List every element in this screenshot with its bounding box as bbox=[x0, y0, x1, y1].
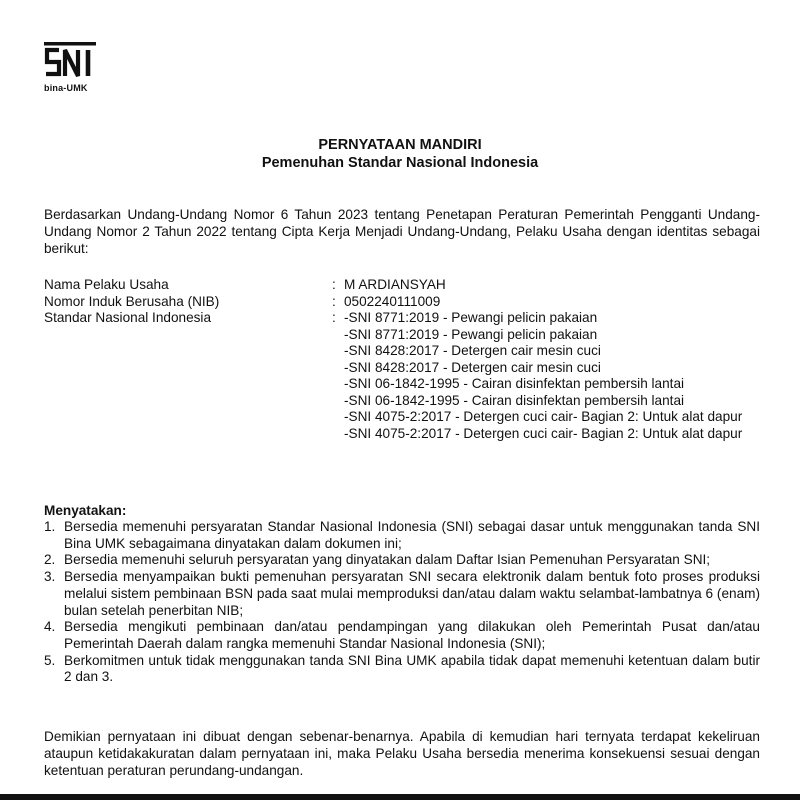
standard-item: -SNI 06-1842-1995 - Cairan disinfektan pembersih lantai bbox=[344, 392, 685, 408]
declaration-item bbox=[44, 552, 760, 569]
field-label-nib: Nomor Induk Berusaha (NIB) bbox=[44, 293, 220, 309]
declaration-number: 1. bbox=[44, 519, 56, 534]
field-value-sni bbox=[344, 310, 764, 442]
declaration-item bbox=[44, 519, 760, 552]
field-value-name: M ARDIANSYAH bbox=[344, 277, 446, 292]
field-row-name bbox=[44, 277, 764, 294]
field-colon: : bbox=[332, 277, 336, 292]
standard-item: -SNI 8428:2017 - Detergen cair mesin cuci bbox=[344, 343, 601, 358]
declaration-item bbox=[44, 619, 760, 652]
sni-logo-mark bbox=[44, 42, 96, 80]
declaration-item bbox=[44, 569, 760, 619]
standard-item: -SNI 4075-2:2017 - Detergen cuci cair- Bagian 2: Untuk alat dapur bbox=[344, 425, 743, 441]
declaration-text: Berkomitmen untuk tidak menggunakan tanda SNI Bina UMK apabila tidak dapat memenuhi ketentuan dalam butir 2 dan 3. bbox=[64, 652, 760, 685]
field-label-sni: Standar Nasional Indonesia bbox=[44, 310, 212, 325]
identity-fields bbox=[44, 277, 764, 442]
declaration-heading: Menyatakan: bbox=[44, 503, 127, 518]
declaration-text: Bersedia menyampaikan bukti pemenuhan persyaratan SNI secara elektronik dalam bentuk foto proses produksi melalui sistem pembinaan BSN pada saat mulai memproduksi dan/atau dalam waktu selambat-lambatnya 6 (enam) bulan setelah penerbitan NIB; bbox=[64, 569, 760, 618]
field-row-sni bbox=[44, 310, 764, 442]
field-label-name: Nama Pelaku Usaha bbox=[44, 277, 169, 292]
bottom-border bbox=[0, 794, 800, 800]
declaration-number: 5. bbox=[44, 652, 56, 668]
field-row-nib bbox=[44, 294, 764, 311]
sni-bina-umk-logo bbox=[44, 42, 104, 93]
standard-item: -SNI 8771:2019 - Pewangi pelicin pakaian bbox=[344, 326, 598, 342]
declaration-text: Bersedia memenuhi seluruh persyaratan yang dinyatakan dalam Daftar Isian Pemenuhan Persyaratan SNI; bbox=[64, 552, 711, 568]
standard-item: -SNI 4075-2:2017 - Detergen cuci cair- Bagian 2: Untuk alat dapur bbox=[344, 409, 743, 424]
declaration-number: 2. bbox=[44, 552, 56, 568]
standard-item: -SNI 8771:2019 - Pewangi pelicin pakaian bbox=[344, 310, 598, 325]
document-title: PERNYATAAN MANDIRI bbox=[318, 137, 482, 153]
declaration-text: Bersedia mengikuti pembinaan dan/atau pendampingan yang dilakukan oleh Pemerintah Pusat dan/atau Pemerintah Daerah dalam rangka memenuhi Standar Nasional Indonesia (SNI); bbox=[64, 619, 760, 651]
field-colon: : bbox=[332, 310, 336, 325]
field-colon: : bbox=[332, 293, 336, 309]
standards-list bbox=[344, 310, 754, 442]
declaration-list bbox=[44, 519, 760, 686]
document-subtitle: Pemenuhan Standar Nasional Indonesia bbox=[261, 155, 539, 171]
declaration-number: 3. bbox=[44, 569, 56, 585]
closing-paragraph: Demikian pernyataan ini dibuat dengan sebenar-benarnya. Apabila di kemudian hari ternyata terdapat kekeliruan ataupun ketidakakuratan dalam pernyataan ini, maka Pelaku Usaha bersedia menerima konsekuensi sesuai dengan ketentuan peraturan perundang-undangan. bbox=[44, 729, 760, 778]
intro-paragraph: Berdasarkan Undang-Undang Nomor 6 Tahun 2023 tentang Penetapan Peraturan Pemerintah Pengganti Undang-Undang Nomor 2 Tahun 2022 tentang Cipta Kerja Menjadi Undang-Undang, Pelaku Usaha dengan identitas sebagai berikut: bbox=[44, 207, 760, 256]
standard-item: -SNI 06-1842-1995 - Cairan disinfektan pembersih lantai bbox=[344, 376, 685, 391]
field-value-nib: 0502240111009 bbox=[344, 293, 441, 309]
declaration-number: 4. bbox=[44, 619, 56, 635]
declaration-item bbox=[44, 653, 760, 686]
standard-item: -SNI 8428:2017 - Detergen cair mesin cuci bbox=[344, 359, 601, 375]
logo-subtitle: bina-UMK bbox=[44, 83, 88, 93]
declaration-text: Bersedia memenuhi persyaratan Standar Nasional Indonesia (SNI) sebagai dasar untuk menggunakan tanda SNI Bina UMK sebagaimana dinyatakan dalam dokumen ini; bbox=[64, 519, 760, 551]
